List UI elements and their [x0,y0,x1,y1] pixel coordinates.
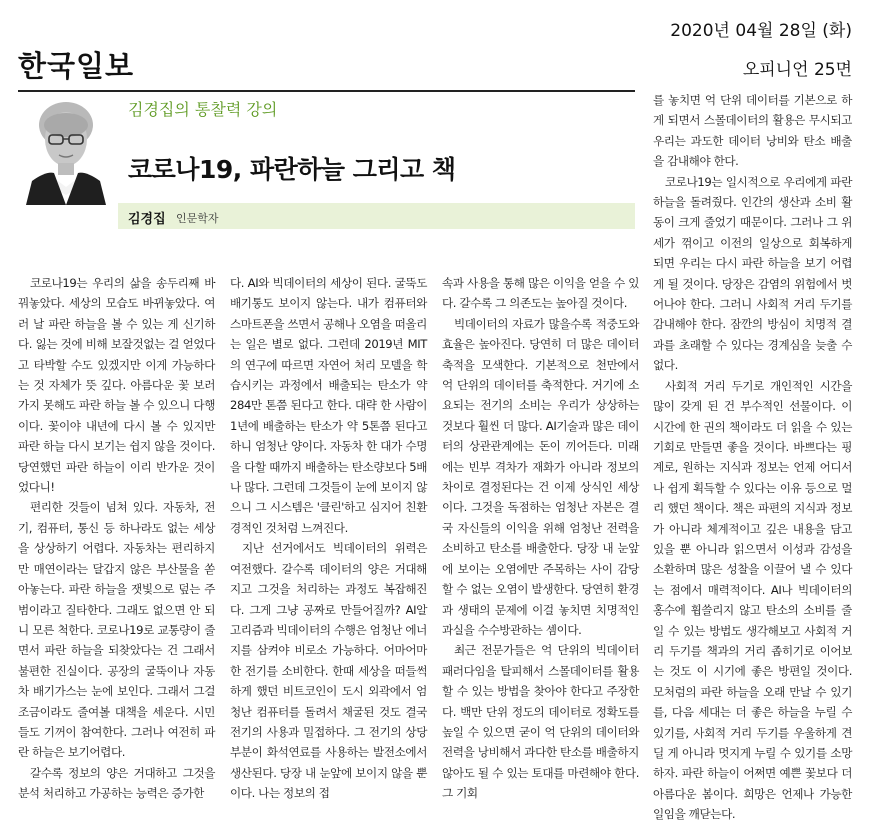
section-page-info [743,55,852,80]
paragraph: 사회적 거리 두기로 개인적인 시간을 많이 갖게 된 건 부수적인 선물이다. 이 시간에 한 권의 책이라도 더 읽을 수 있는 기회로 만들면 좋을 것이다. 바쁘다는 핑계로, 원하는 지식과 정보는 언제 어디서나 쉽게 획득할 수 있다는 이유 등으로 멀리 했던 책이다. 책은 파편의 지식과 정보가 아니라 체계적이고 깊은 내용을 담고 있을 뿐 아니라 읽으면서 이성과 감성을 소환하며 많은 성찰을 이끌어 낼 수 있다는 점에서 매력적이다. AI나 빅데이터의 홍수에 휩쓸리지 않고 탄소의 소비를 줄일 수 있는 방법도 생각해보고 사회적 거리 두기를 책과의 거리 좁히기로 이어보는 것도 이 시기에 좋은 방편일 것이다. 모처럼의 파란 하늘을 오래 만날 수 있기를, 다음 세대는 더 좋은 하늘을 누릴 수 있기를, 사회적 거리 두기를 우울하게 견딜 게 아니라 멋지게 누릴 수 있기를 소망하자. 파란 하늘이 어쩌면 예쁜 꽃보다 더 아름다운 봄이다. 희망은 언제나 가능한 일임을 깨닫는다. [653,378,852,822]
author-portrait [22,95,110,205]
section-name: 오피니언 [742,60,809,80]
paragraph: 갈수록 정보의 양은 거대하고 그것을 분석 처리하고 가공하는 능력은 증가한 [18,765,215,801]
newspaper-masthead: 한국일보 [18,49,135,83]
header-rule [18,90,635,92]
author-role: 인문학자 [176,212,219,225]
page-number: 25면 [813,60,852,80]
paragraph: 최근 전문가들은 억 단위의 빅데이터 패러다임을 탈피해서 스몰데이터를 활용할 수 있는 방법을 찾아야 한다고 주장한다. 백만 단위 정도의 데이터로 정확도를 높일 수 있으면 굳이 억 단위의 데이터와 전력을 낭비해서 과다한 탄소를 배출하지 않아도 될 수 있는 토대를 마련해야 한다. 그 기회 [442,643,639,801]
article-column-2 [230,273,427,804]
column-series-title: 김경집의 통찰력 강의 [128,100,278,119]
paragraph: 다. AI와 빅데이터의 세상이 된다. 굴뚝도 배기통도 보이지 않는다. 내가 컴퓨터와 스마트폰을 쓰면서 공해나 오염을 떠올리는 일은 별로 없다. 그런데 2019년 MIT의 연구에 따르면 자연어 처리 모델을 학습시키는 과정에서 배출되는 탄소가 약 284만 톤쯤 된다고 한다. 대략 한 사람이 1년에 배출하는 탄소가 약 5톤쯤 된다고 하니 엄청난 양이다. 자동차 한 대가 수명을 다할 때까지 배출하는 탄소량보다 5배나 많다. 그런데 그것들이 눈에 보이지 않으니 그 시스템은 '클린'하고 심지어 친환경적인 것처럼 느껴진다. [230,276,427,535]
paragraph: 빅데이터의 자료가 많을수록 적중도와 효율은 높아진다. 당연히 더 많은 데이터 축적을 모색한다. 기본적으로 천만에서 억 단위의 데이터를 축적한다. 거기에 소요되는 전기의 소비는 우리가 상상하는 것보다 훨씬 더 많다. AI기술과 많은 데이터의 상관관계에는 돈이 끼어든다. 미래에는 빈부 격차가 재화가 아니라 정보의 차이로 결정된다는 건 이제 상식인 세상이다. 그것을 독점하는 엄청난 자본은 결국 자신들의 이익을 위해 엄청난 전력을 소비하고 탄소를 배출한다. 당장 내 눈앞에 보이는 오염에만 주목하는 사이 감당할 수 없는 오염이 발생한다. 당연히 환경과 생태의 문제에 이걸 놓치면 치명적인 과실을 수수방관하는 셈이다. [442,316,639,637]
article-column-4 [653,90,852,825]
issue-date: 2020년 04월 28일 (화) [670,21,852,41]
author-name: 김경집 [128,212,166,227]
paragraph: 지난 선거에서도 빅데이터의 위력은 여전했다. 갈수록 데이터의 양은 거대해지고 그것을 처리하는 과정도 복잡해진다. 그게 그냥 공짜로 만들어질까? AI알고리즘과 빅데이터의 수행은 엄청난 에너지를 삼켜야 비로소 가능하다. 어마어마한 전기를 소비한다. 한때 세상을 떠들썩하게 했던 비트코인이 도시 외곽에서 엄청난 컴퓨터를 돌려서 채굴된 것도 결국 전기의 사용과 밀접하다. 그 전기의 상당 부분이 화석연료를 사용하는 발전소에서 생산된다. 당장 내 눈앞에 보이지 않을 뿐이다. 나는 정보의 접 [230,541,427,801]
paragraph: 코로나19는 우리의 삶을 송두리째 바꿔놓았다. 세상의 모습도 바뀌놓았다. 여러 날 파란 하늘을 볼 수 있는 게 신기하다. 잃는 것에 비해 보잘것없는 걸 얻었다고 타박할 수도 있겠지만 이게 가능하다는 것 자체가 뜻 깊다. 아름다운 꽃 보러 가지 못해도 파란 하늘 볼 수 있으니 다행이다. 꽃이야 내년에 다시 볼 수 있지만 파란 하늘 다시 보기는 쉽지 않을 것이다. 당연했던 파란 하늘이 이리 반가운 것이었다니! [18,276,215,495]
article-column-3 [442,273,639,804]
paragraph: 편리한 것들이 넘쳐 있다. 자동차, 전기, 컴퓨터, 통신 등 하나라도 없는 세상을 상상하기 어렵다. 자동차는 편리하지만 매연이라는 달갑지 않은 부산물을 쏟아놓는다. 파란 하늘을 잿빛으로 덮는 주범이라고 질타한다. 그래도 없으면 안 되니 모른 척한다. 코로나19로 교통량이 줄면서 파란 하늘을 되찾았다는 건 그래서 불편한 진실이다. 공장의 굴뚝이나 자동차 배기가스는 눈에 보인다. 그래서 그걸 조금이라도 줄여볼 대책을 세운다. 시민들도 기꺼이 참여한다. 그러나 여전히 파란 하늘은 보기어렵다. [18,500,215,760]
article-column-1 [18,273,215,804]
paragraph: 코로나19는 일시적으로 우리에게 파란 하늘을 돌려줬다. 인간의 생산과 소비 활동이 크게 줄었기 때문이다. 그러나 그 위세가 꺾이고 이전의 일상으로 회복하게 되면 우리는 다시 파란 하늘을 보기 어렵게 될 것이다. 당장은 감염의 위험에서 벗어나야 한다. 그러니 사회적 거리 두기를 감내해야 한다. 잠깐의 방심이 치명적 결과를 초래할 수 있다는 경계심을 늦출 수 없다. [653,174,852,373]
article-headline: 코로나19, 파란하늘 그리고 책 [128,155,456,184]
paragraph: 를 놓치면 억 단위 데이터를 기본으로 하게 되면서 스몰데이터의 활용은 무시되고 우리는 과도한 데이터 낭비와 탄소 배출을 감내해야 한다. [653,93,852,169]
paragraph: 속과 사용을 통해 많은 이익을 얻을 수 있다. 갈수록 그 의존도는 높아질 것이다. [442,276,639,311]
